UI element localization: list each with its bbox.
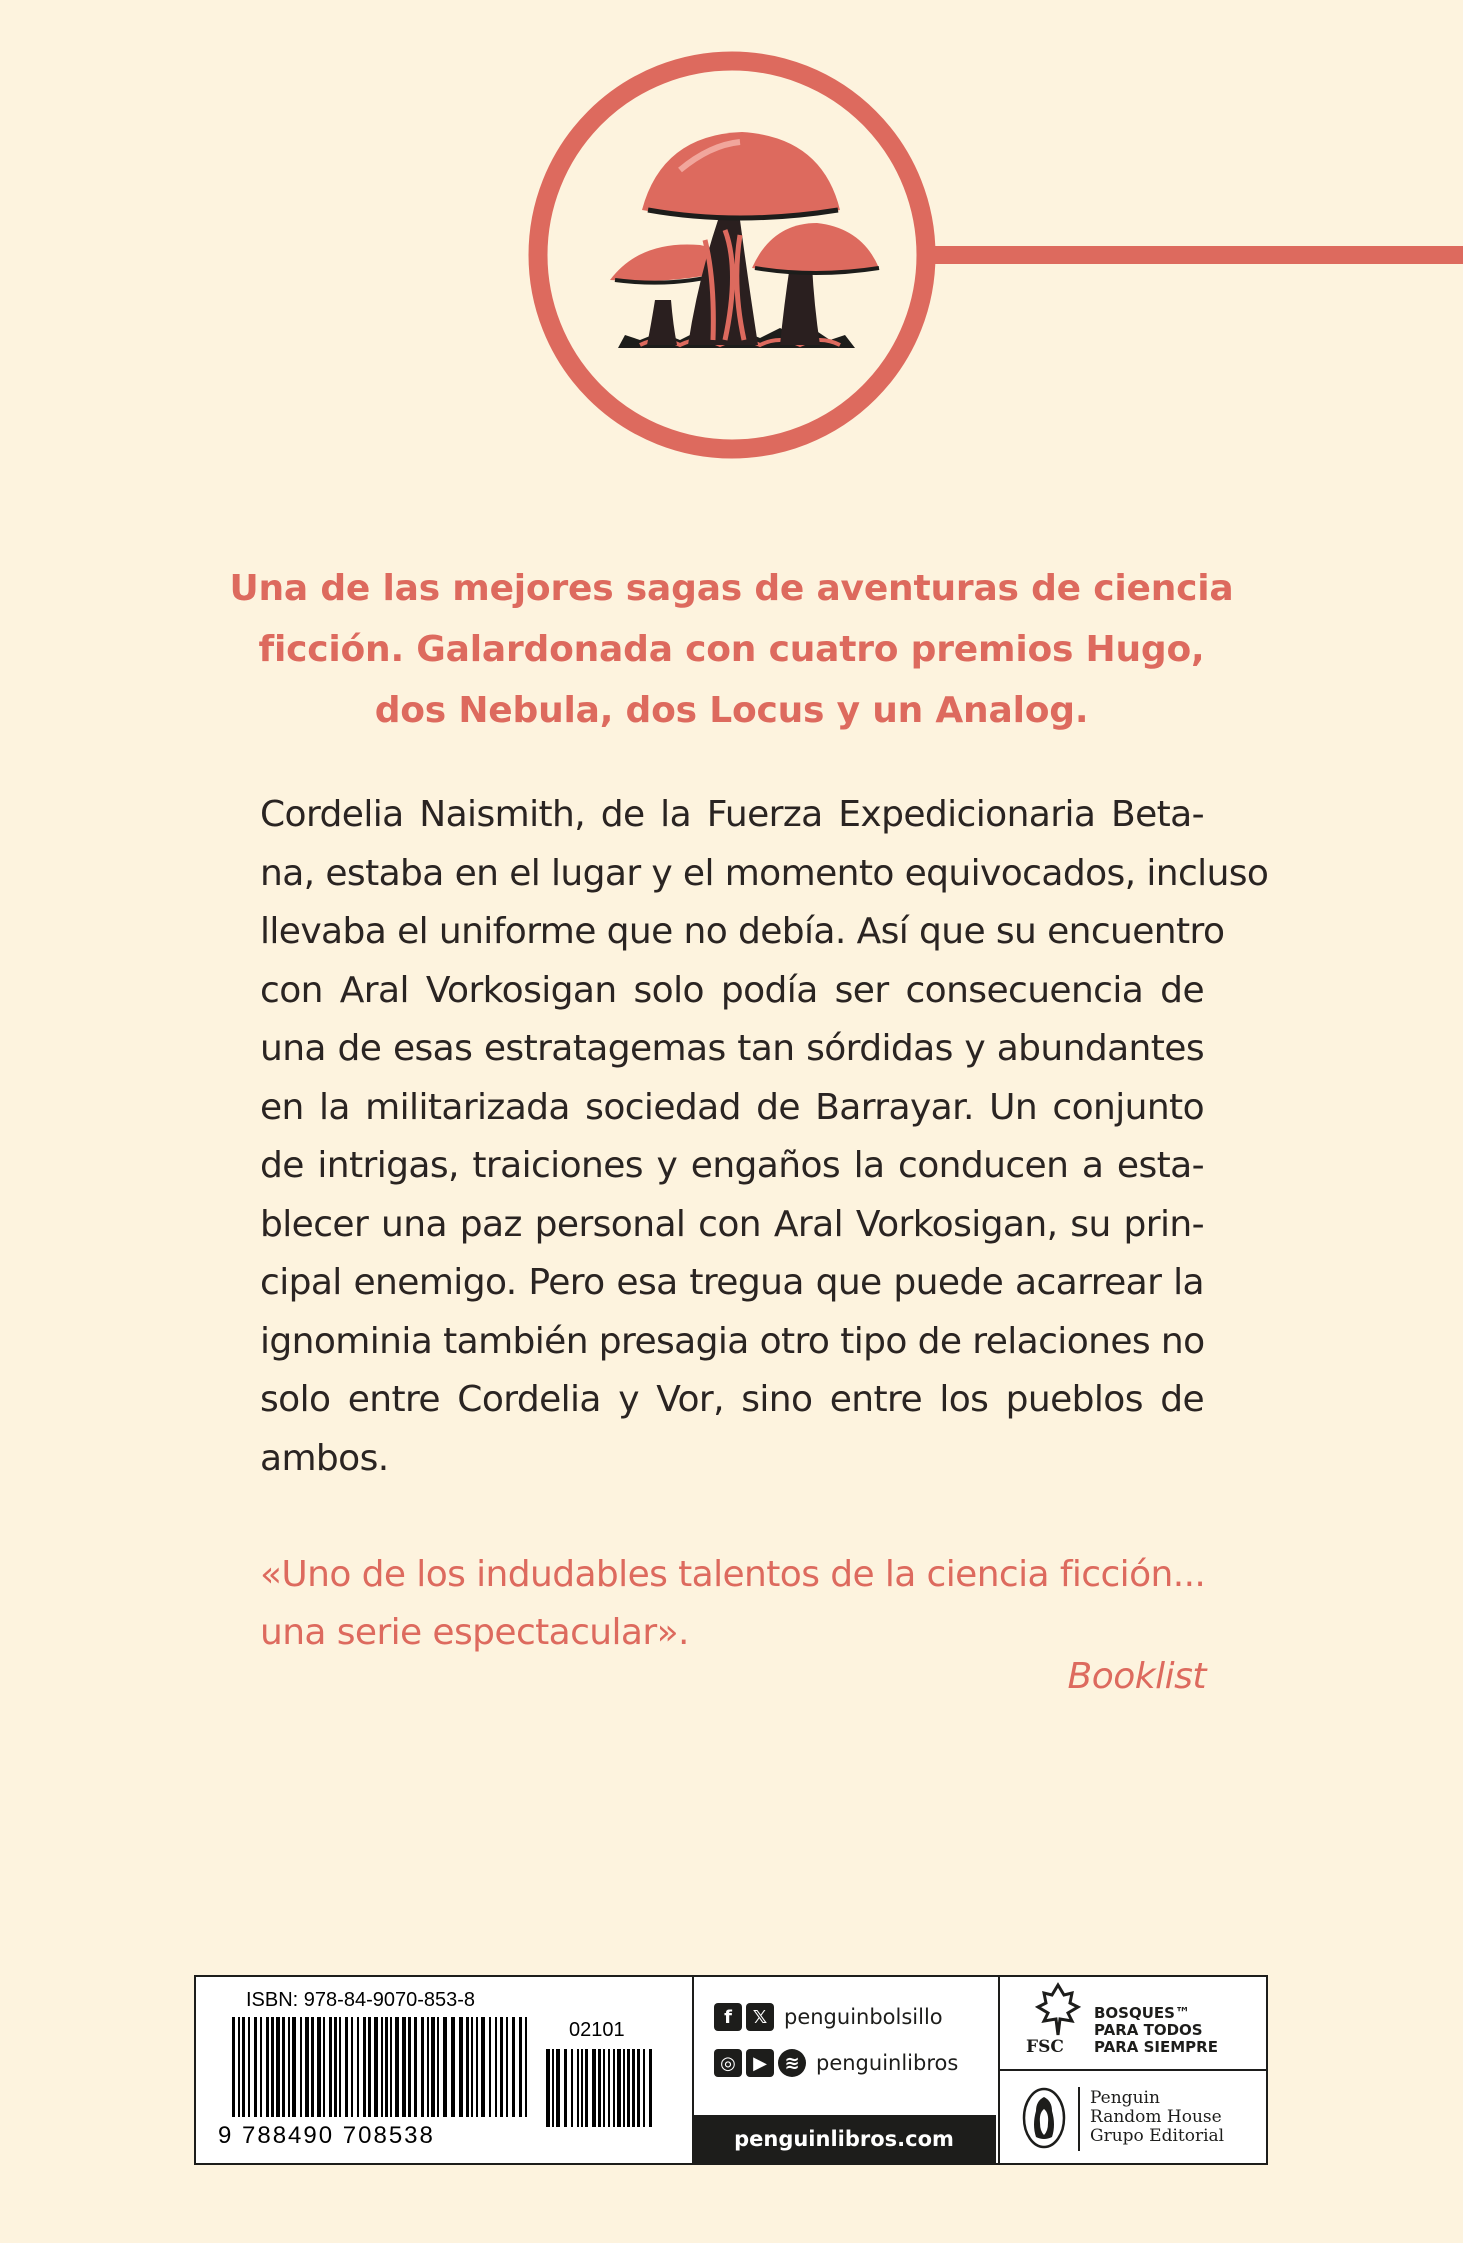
publisher-line: Grupo Editorial [1090,2126,1225,2146]
publisher-line: Random House [1090,2107,1222,2127]
synopsis-line: Cordelia Naismith, de la Fuerza Expedicionaria Beta- [260,794,1204,835]
synopsis-line: na, estaba en el lugar y el momento equivocados, incluso [260,852,1269,894]
synopsis [260,786,1269,1488]
logos-panel [998,1977,1266,2163]
tagline-line: ficción. Galardonada con cuatro premios Hugo, [258,629,1205,670]
tagline [200,558,1263,741]
synopsis-line: de intrigas, traiciones y engaños la conducen a esta- [260,1145,1204,1186]
quote-line: una serie espectacular». [260,1612,689,1653]
fsc-logo [998,1977,1266,2071]
addon-number: 02101 [569,2019,625,2041]
social-row-bolsillo [714,2003,943,2031]
synopsis-line: cipal enemigo. Pero esa tregua que puede acarrear la [260,1262,1204,1303]
youtube-icon[interactable]: ▶ [746,2049,774,2077]
penguin-logo-icon [1022,2087,1066,2149]
publisher-name [1090,2089,1224,2146]
synopsis-line: ignominia también presagia otro tipo de relaciones no [260,1320,1205,1362]
quote-line: «Uno de los indudables talentos de la ciencia ficción... [260,1554,1206,1595]
barcode-panel [196,1977,694,2163]
synopsis-line: blecer una paz personal con Aral Vorkosigan, su prin- [260,1203,1204,1245]
publisher-divider [1078,2087,1080,2151]
fsc-slogan-line: BOSQUES™ [1094,2004,1190,2022]
isbn-text: ISBN: 978-84-9070-853-8 [246,1989,476,2011]
mushroom-illustration-icon [610,132,879,348]
social-handle[interactable]: penguinbolsillo [784,2005,943,2029]
synopsis-line: una de esas estratagemas tan sórdidas y abundantes [260,1028,1204,1069]
synopsis-line: con Aral Vorkosigan solo podía ser consecuencia de [260,969,1204,1011]
review-quote [260,1546,1220,1662]
facebook-icon[interactable]: f [714,2003,742,2031]
social-handle[interactable]: penguinlibros [816,2051,959,2075]
barcode [196,1977,692,2127]
tagline-line: Una de las mejores sagas de aventuras de ciencia [229,568,1234,609]
synopsis-line: ambos. [260,1437,389,1479]
publisher-line: Penguin [1090,2088,1160,2108]
fsc-slogan [1094,2005,1218,2056]
fsc-slogan-line: PARA TODOS [1094,2021,1203,2039]
x-icon[interactable]: 𝕏 [746,2003,774,2031]
barcode-digits: 9 788490 708538 [218,2122,435,2149]
social-row-libros [714,2049,958,2077]
instagram-icon[interactable]: ◎ [714,2049,742,2077]
synopsis-line: solo entre Cordelia y Vor, sino entre los pueblos de [260,1379,1204,1420]
mushroom-emblem [0,0,1463,500]
synopsis-line: en la militarizada sociedad de Barrayar. Un conjunto [260,1086,1204,1128]
tagline-line: dos Nebula, dos Locus y un Analog. [374,690,1089,731]
synopsis-line: llevaba el uniforme que no debía. Así que su encuentro [260,911,1225,952]
social-panel [692,1977,1000,2163]
fsc-tree-icon [1028,1981,1088,2041]
fsc-label: FSC [1026,2037,1064,2057]
website-link[interactable]: penguinlibros.com [692,2115,996,2163]
spotify-icon[interactable]: ≋ [778,2049,806,2077]
back-cover-info-box [194,1975,1268,2165]
fsc-slogan-line: PARA SIEMPRE [1094,2038,1218,2056]
quote-source: Booklist [1067,1656,1206,1697]
